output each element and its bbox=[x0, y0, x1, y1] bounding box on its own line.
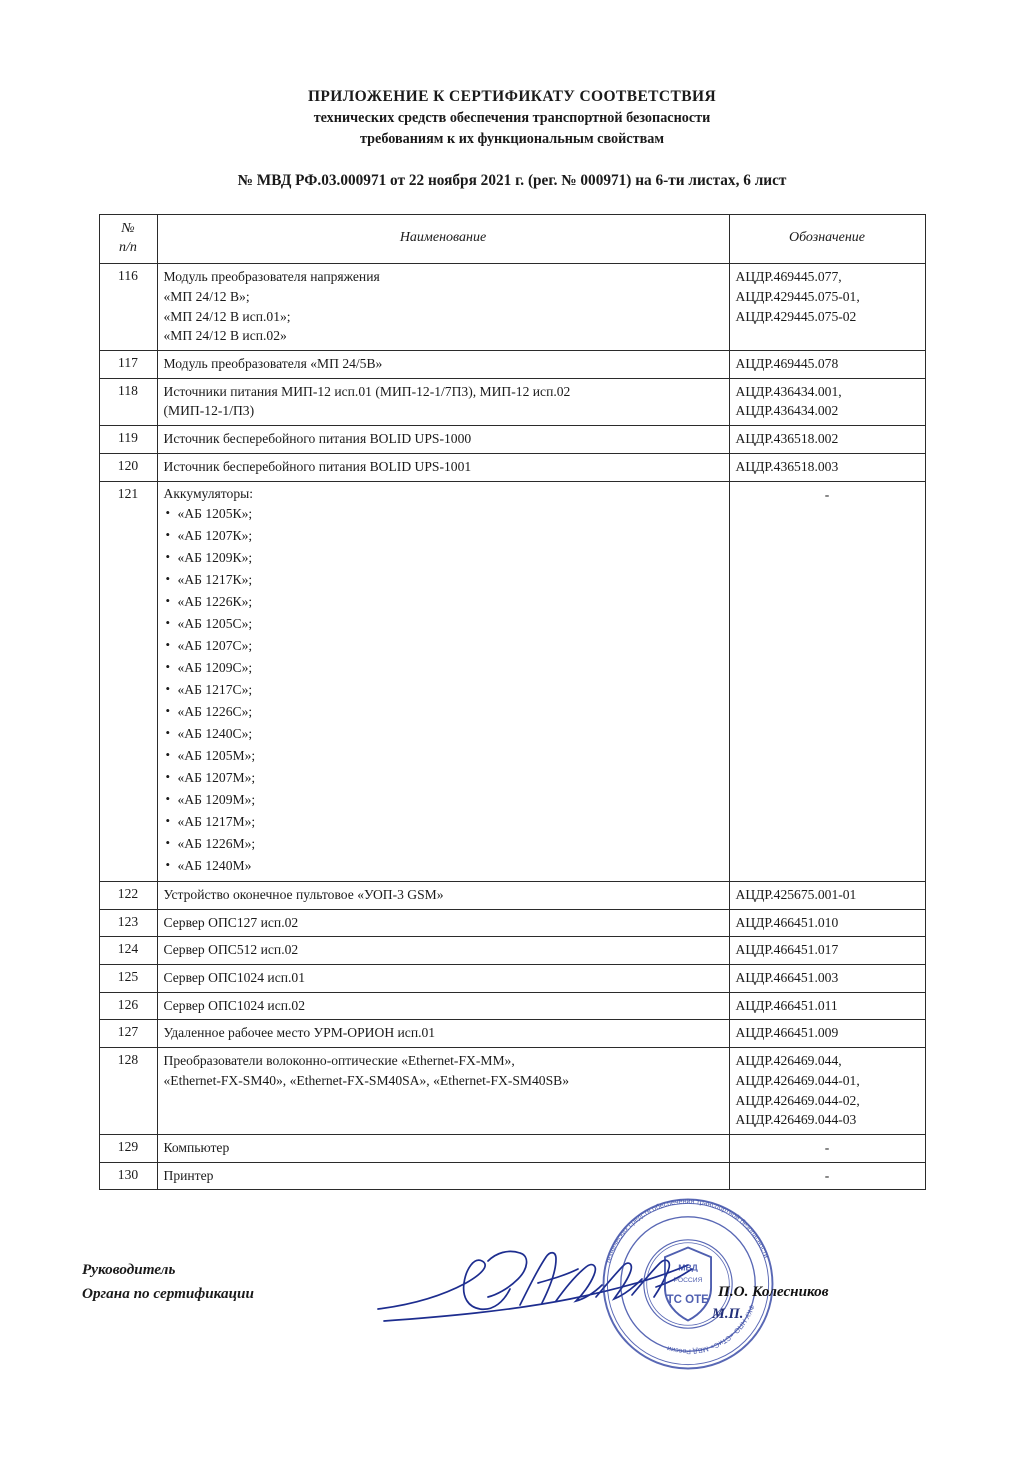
table-row bbox=[99, 351, 925, 379]
row-name-line: Принтер bbox=[163, 1167, 214, 1183]
table-row bbox=[99, 909, 925, 937]
row-designation bbox=[729, 992, 925, 1020]
row-designation-lines bbox=[736, 457, 919, 477]
row-designation-line: АЦДР.429445.075-01, bbox=[735, 288, 860, 304]
column-header-name: Наименование bbox=[157, 215, 729, 264]
row-name bbox=[157, 1020, 729, 1048]
signer-name: П.О. Колесников bbox=[718, 1283, 829, 1300]
list-item: • «АБ 1240С»; bbox=[164, 723, 723, 745]
handwritten-signature bbox=[370, 1235, 700, 1345]
row-name bbox=[157, 992, 729, 1020]
row-name-lines bbox=[164, 1166, 723, 1186]
list-item: • «АБ 1226К»; bbox=[164, 591, 723, 613]
column-header-designation: Обозначение bbox=[729, 215, 925, 264]
table-row bbox=[99, 992, 925, 1020]
table-row bbox=[99, 1134, 925, 1162]
row-designation-lines bbox=[736, 940, 919, 960]
table-row bbox=[99, 965, 925, 993]
row-designation-line: - bbox=[824, 1139, 830, 1155]
row-designation bbox=[729, 965, 925, 993]
row-designation-line: АЦДР.469445.077, bbox=[735, 269, 842, 285]
list-item: • «АБ 1207С»; bbox=[164, 635, 723, 657]
row-name-sublist bbox=[164, 503, 723, 877]
row-name-lines bbox=[164, 457, 723, 477]
row-name bbox=[157, 965, 729, 993]
row-name-line: Преобразователи волоконно-оптические «Ethernet-FX-MM», bbox=[163, 1053, 515, 1069]
document-header bbox=[0, 88, 1024, 148]
row-designation bbox=[729, 1134, 925, 1162]
table-row bbox=[99, 378, 925, 425]
row-designation-lines bbox=[736, 968, 919, 988]
row-designation-line: АЦДР.469445.078 bbox=[735, 356, 839, 372]
row-name-lines bbox=[164, 1051, 723, 1090]
row-name bbox=[157, 264, 729, 351]
row-number: 123 bbox=[99, 909, 157, 937]
row-name bbox=[157, 1162, 729, 1190]
svg-text:РОССИЯ: РОССИЯ bbox=[673, 1277, 703, 1285]
signature-title-line-1: Руководитель bbox=[82, 1261, 176, 1278]
row-designation bbox=[729, 1162, 925, 1190]
row-name bbox=[157, 481, 729, 881]
row-name-line: Сервер ОПС512 исп.02 bbox=[163, 942, 299, 958]
table-row bbox=[99, 426, 925, 454]
row-number: 124 bbox=[99, 937, 157, 965]
list-item: • «АБ 1226С»; bbox=[164, 701, 723, 723]
row-number: 117 bbox=[99, 351, 157, 379]
row-number: 126 bbox=[99, 992, 157, 1020]
row-name bbox=[157, 909, 729, 937]
row-designation-lines bbox=[736, 996, 919, 1016]
header-title-line-2: технических средств обеспечения транспортной безопасности bbox=[313, 110, 711, 126]
row-number: 121 bbox=[99, 481, 157, 881]
row-designation-lines bbox=[736, 1166, 919, 1186]
row-name-line: «МП 24/12 В»; bbox=[163, 288, 250, 304]
row-designation-lines bbox=[736, 485, 919, 505]
row-name-line: «МП 24/12 В исп.02» bbox=[163, 328, 287, 344]
header-title-line-3: требованиям к их функциональным свойствам bbox=[360, 131, 664, 147]
row-designation-line: АЦДР.425675.001-01 bbox=[735, 886, 857, 902]
row-name-line: «Ethernet-FX-SM40», «Ethernet-FX-SM40SA», «Ethernet-FX-SM40SB» bbox=[163, 1072, 570, 1088]
row-name bbox=[157, 881, 729, 909]
svg-text:ФКУ НПО «СТиС» МВД России: ФКУ НПО «СТиС» МВД России bbox=[666, 1303, 756, 1356]
row-name-line: Сервер ОПС1024 исп.02 bbox=[163, 997, 305, 1013]
row-name-line: Источник бесперебойного питания BOLID UPS-1000 bbox=[163, 431, 472, 447]
row-designation bbox=[729, 881, 925, 909]
list-item: • «АБ 1217М»; bbox=[164, 811, 723, 833]
row-designation-line: АЦДР.466451.009 bbox=[735, 1025, 839, 1041]
row-designation-lines bbox=[736, 885, 919, 905]
row-name-lines bbox=[164, 1023, 723, 1043]
row-designation bbox=[729, 351, 925, 379]
list-item: • «АБ 1207К»; bbox=[164, 525, 723, 547]
row-designation-line: АЦДР.436434.001, bbox=[735, 383, 842, 399]
row-number: 120 bbox=[99, 453, 157, 481]
row-number: 116 bbox=[99, 264, 157, 351]
row-name-lines bbox=[164, 996, 723, 1016]
header-title-line-1: ПРИЛОЖЕНИЕ К СЕРТИФИКАТУ СООТВЕТСТВИЯ bbox=[307, 88, 717, 105]
row-designation-lines bbox=[736, 913, 919, 933]
row-name-line: Компьютер bbox=[163, 1139, 230, 1155]
row-name-lines bbox=[164, 429, 723, 449]
svg-text:МВД: МВД bbox=[678, 1262, 698, 1273]
row-name-lines bbox=[164, 267, 723, 346]
svg-text:ТС ОТБ: ТС ОТБ bbox=[666, 1294, 710, 1307]
row-name-lines bbox=[164, 382, 723, 421]
row-name-line: Удаленное рабочее место УРМ-ОРИОН исп.01 bbox=[163, 1025, 436, 1041]
certificate-number: № МВД РФ.03.000971 от 22 ноября 2021 г. (рег. № 000971) на 6-ти листах, 6 лист bbox=[237, 172, 787, 189]
row-designation-lines bbox=[736, 429, 919, 449]
row-designation-line: АЦДР.436518.002 bbox=[735, 431, 839, 447]
row-designation bbox=[729, 378, 925, 425]
column-header-number-line2: п/п bbox=[119, 239, 137, 255]
row-name-line: Сервер ОПС127 исп.02 bbox=[163, 914, 299, 930]
list-item: • «АБ 1240М» bbox=[164, 855, 723, 877]
svg-text:технических средств обеспечени: технических средств обеспечения транспортной безопасности bbox=[604, 1197, 771, 1265]
row-designation-line: АЦДР.426469.044, bbox=[735, 1053, 842, 1069]
list-item: • «АБ 1217С»; bbox=[164, 679, 723, 701]
row-designation bbox=[729, 909, 925, 937]
row-number: 118 bbox=[99, 378, 157, 425]
list-item: • «АБ 1205К»; bbox=[164, 503, 723, 525]
row-designation-line: АЦДР.466451.011 bbox=[735, 997, 838, 1013]
table-header-row bbox=[99, 215, 925, 264]
row-designation-line: АЦДР.466451.010 bbox=[735, 914, 839, 930]
row-name-line: Устройство оконечное пультовое «УОП-3 GSM» bbox=[163, 886, 444, 902]
row-number: 129 bbox=[99, 1134, 157, 1162]
row-designation-line: АЦДР.426469.044-01, bbox=[735, 1072, 860, 1088]
row-name-lines bbox=[164, 913, 723, 933]
list-item: • «АБ 1209М»; bbox=[164, 789, 723, 811]
row-name-line: Источник бесперебойного питания BOLID UPS-1001 bbox=[163, 458, 472, 474]
list-item: • «АБ 1209С»; bbox=[164, 657, 723, 679]
table-row bbox=[99, 1162, 925, 1190]
row-number: 128 bbox=[99, 1048, 157, 1135]
row-designation-lines bbox=[736, 382, 919, 421]
row-name bbox=[157, 426, 729, 454]
row-name bbox=[157, 1048, 729, 1135]
row-name-line: Модуль преобразователя «МП 24/5В» bbox=[163, 356, 383, 372]
list-item: • «АБ 1205М»; bbox=[164, 745, 723, 767]
row-name-line: Сервер ОПС1024 исп.01 bbox=[163, 970, 305, 985]
row-designation bbox=[729, 1020, 925, 1048]
row-designation bbox=[729, 426, 925, 454]
row-designation-line: - bbox=[824, 1167, 830, 1183]
table-row bbox=[99, 264, 925, 351]
signature-title bbox=[82, 1258, 254, 1305]
signature-area bbox=[0, 1197, 1024, 1430]
list-item: • «АБ 1207М»; bbox=[164, 767, 723, 789]
row-name-line: (МИП-12-1/П3) bbox=[163, 403, 255, 419]
list-item: • «АБ 1205С»; bbox=[164, 613, 723, 635]
table-body bbox=[99, 264, 925, 1190]
row-name-lines bbox=[164, 885, 723, 905]
column-header-number bbox=[99, 215, 157, 264]
row-name bbox=[157, 453, 729, 481]
table-row bbox=[99, 1048, 925, 1135]
list-item: • «АБ 1226М»; bbox=[164, 833, 723, 855]
list-item: • «АБ 1217К»; bbox=[164, 569, 723, 591]
row-name-line: Модуль преобразователя напряжения bbox=[163, 269, 380, 285]
row-designation bbox=[729, 1048, 925, 1135]
row-designation bbox=[729, 453, 925, 481]
table-row bbox=[99, 937, 925, 965]
row-name-title: Аккумуляторы: bbox=[163, 485, 254, 501]
row-designation-lines bbox=[736, 1023, 919, 1043]
table-row bbox=[99, 881, 925, 909]
row-name bbox=[157, 351, 729, 379]
row-name-line: «МП 24/12 В исп.01»; bbox=[163, 308, 291, 324]
signature-title-line-2: Органа по сертификации bbox=[82, 1284, 254, 1302]
table-row bbox=[99, 1020, 925, 1048]
row-number: 130 bbox=[99, 1162, 157, 1190]
row-designation-line: АЦДР.466451.017 bbox=[735, 942, 839, 958]
row-designation-line: АЦДР.466451.003 bbox=[735, 970, 839, 985]
row-designation-line: АЦДР.436434.002 bbox=[735, 403, 839, 419]
row-name-lines bbox=[164, 354, 723, 374]
column-header-number-line1: № bbox=[121, 221, 135, 236]
row-name-lines bbox=[164, 940, 723, 960]
row-designation-line: - bbox=[824, 486, 830, 502]
row-number: 122 bbox=[99, 881, 157, 909]
row-name-line: Источники питания МИП-12 исп.01 (МИП-12-1/7П3), МИП-12 исп.02 bbox=[163, 383, 571, 399]
row-number: 125 bbox=[99, 965, 157, 993]
row-designation-line: АЦДР.426469.044-02, bbox=[735, 1092, 860, 1108]
row-name bbox=[157, 378, 729, 425]
row-number: 127 bbox=[99, 1020, 157, 1048]
row-designation-lines bbox=[736, 1138, 919, 1158]
list-item: • «АБ 1209К»; bbox=[164, 547, 723, 569]
row-name-lines bbox=[164, 968, 723, 988]
row-designation-line: АЦДР.426469.044-03 bbox=[735, 1112, 857, 1128]
equipment-table bbox=[99, 214, 926, 1190]
row-name-lines bbox=[164, 1138, 723, 1158]
row-number: 119 bbox=[99, 426, 157, 454]
mp-label: М.П. bbox=[712, 1306, 744, 1322]
row-designation-lines bbox=[736, 267, 919, 326]
table-row bbox=[99, 453, 925, 481]
row-designation bbox=[729, 264, 925, 351]
table-row bbox=[99, 481, 925, 881]
row-name bbox=[157, 1134, 729, 1162]
row-designation-lines bbox=[736, 354, 919, 374]
row-designation-line: АЦДР.436518.003 bbox=[735, 458, 839, 474]
row-designation bbox=[729, 481, 925, 881]
row-name bbox=[157, 937, 729, 965]
row-designation-line: АЦДР.429445.075-02 bbox=[735, 308, 857, 324]
row-designation-lines bbox=[736, 1051, 919, 1130]
row-designation bbox=[729, 937, 925, 965]
